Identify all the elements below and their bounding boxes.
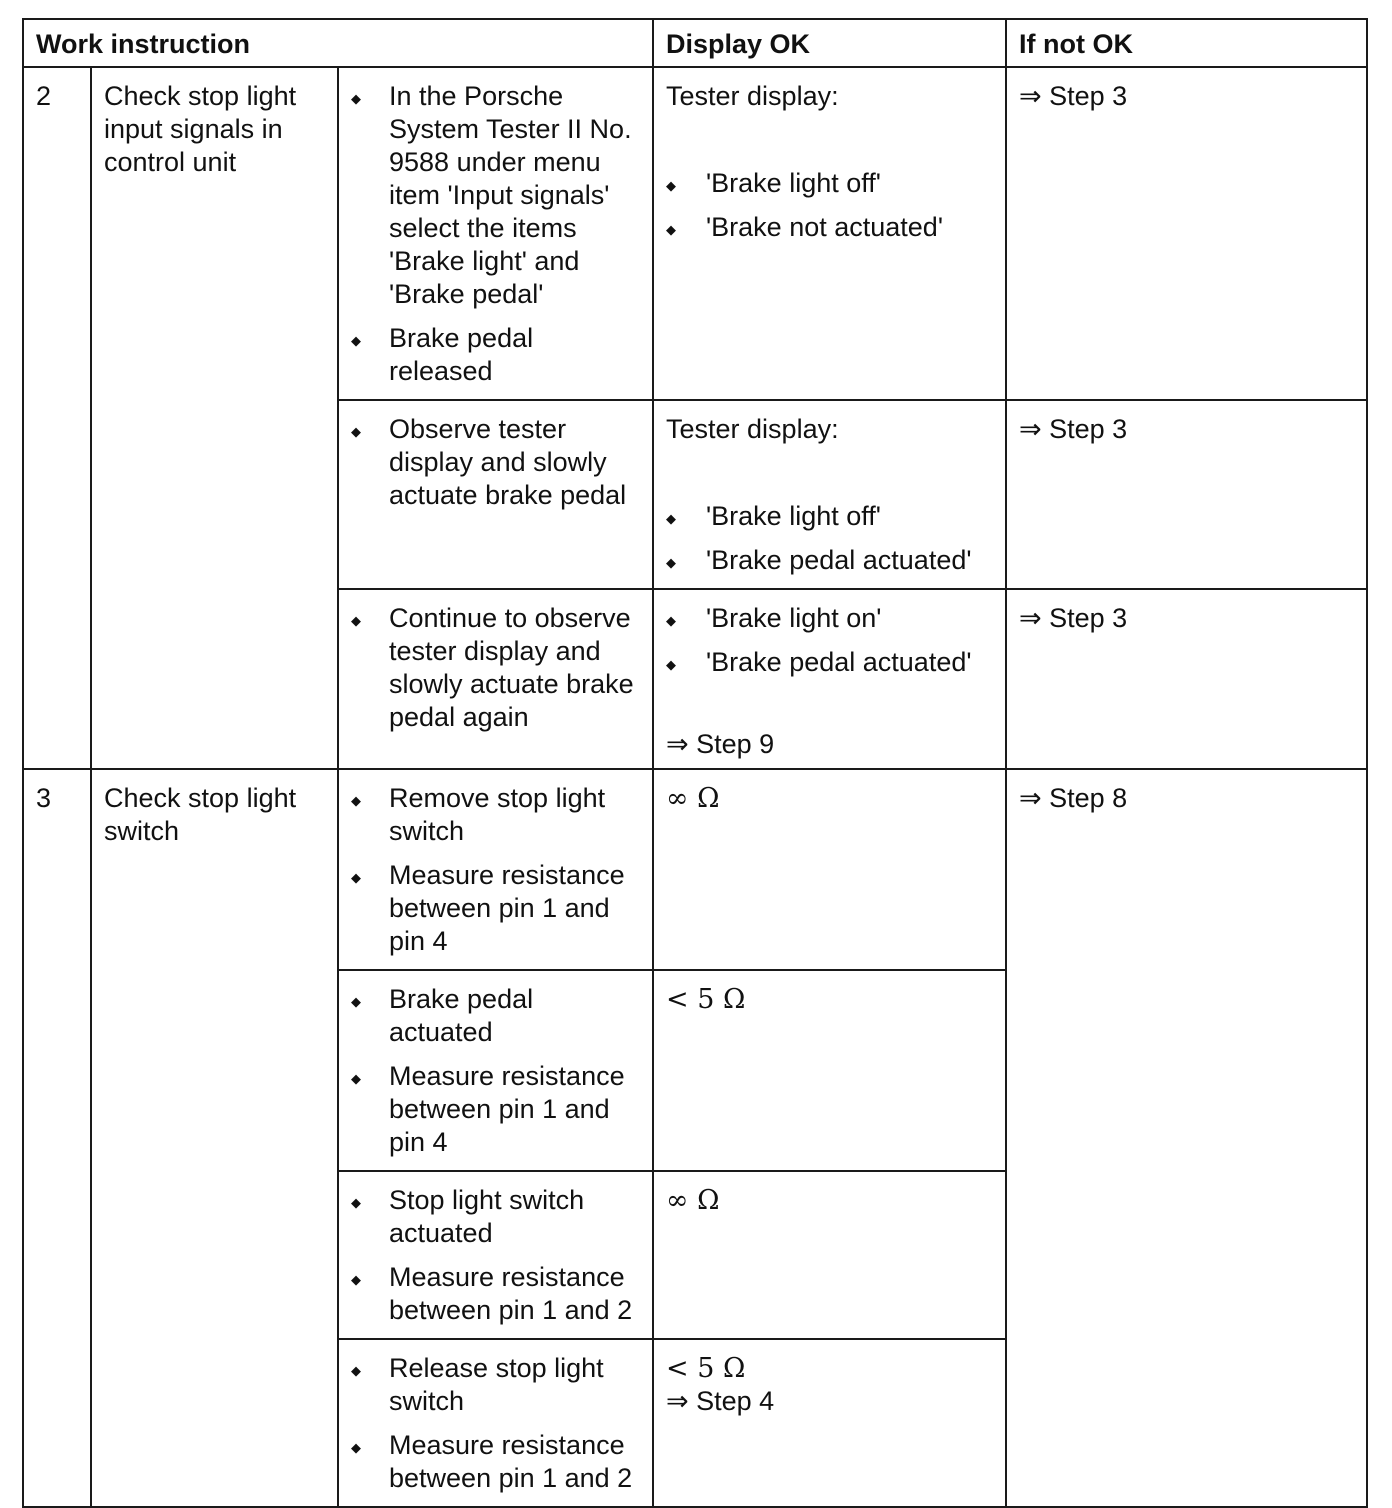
table-row [23,67,1367,400]
if-not-ok-cell: ⇒ Step 3 [1006,589,1367,769]
instruction-cell [338,1339,653,1507]
instruction-cell [338,67,653,400]
instruction-cell [338,589,653,769]
instruction-item: ◆ Measure resistance between pin 1 and 2 [351,1429,644,1495]
instruction-item: ◆ Measure resistance between pin 1 and 2 [351,1261,644,1327]
display-item: ◆ 'Brake pedal actuated' [666,646,997,679]
if-not-ok-cell: ⇒ Step 3 [1006,67,1367,400]
instruction-item: ◆ Measure resistance between pin 1 and pin 4 [351,1060,644,1159]
instruction-cell [338,400,653,589]
display-value: < 5 Ω [666,1353,746,1384]
display-item: ◆ 'Brake not actuated' [666,211,997,244]
table-row [23,769,1367,970]
step-title: Check stop light input signals in control unit [91,67,338,769]
instruction-item: ◆ In the Porsche System Tester II No. 9588 under menu item 'Input signals' select the items 'Brake light' and 'Brake pedal' [351,80,644,311]
display-intro: Tester display: [666,81,839,111]
display-ok-cell [653,769,1006,970]
display-value: < 5 Ω [666,984,746,1015]
step-number: 3 [23,769,91,1507]
instruction-cell [338,769,653,970]
instruction-item: ◆ Measure resistance between pin 1 and pin 4 [351,859,644,958]
instruction-cell [338,970,653,1171]
display-ok-cell [653,400,1006,589]
instruction-item: ◆ Brake pedal released [351,322,644,388]
instruction-cell [338,1171,653,1339]
table-header-row [23,19,1367,67]
display-next-step: ⇒ Step 9 [666,729,775,759]
display-next-step: ⇒ Step 4 [666,1386,775,1416]
display-ok-cell [653,589,1006,769]
instruction-table [22,18,1368,1508]
display-item: ◆ 'Brake light on' [666,602,997,635]
instruction-item: ◆ Remove stop light switch [351,782,644,848]
instruction-item: ◆ Observe tester display and slowly actuate brake pedal [351,413,644,512]
instruction-item: ◆ Stop light switch actuated [351,1184,644,1250]
instruction-item: ◆ Continue to observe tester display and slowly actuate brake pedal again [351,602,644,734]
display-ok-cell [653,67,1006,400]
display-item: ◆ 'Brake pedal actuated' [666,544,997,577]
header-if-not-ok: If not OK [1006,19,1367,67]
display-ok-cell [653,970,1006,1171]
display-value: ∞ Ω [666,783,720,814]
display-ok-cell [653,1171,1006,1339]
display-item: ◆ 'Brake light off' [666,167,997,200]
instruction-item: ◆ Release stop light switch [351,1352,644,1418]
display-intro: Tester display: [666,414,839,444]
if-not-ok-cell: ⇒ Step 8 [1006,769,1367,1507]
display-item: ◆ 'Brake light off' [666,500,997,533]
instruction-item: ◆ Brake pedal actuated [351,983,644,1049]
step-title: Check stop light switch [91,769,338,1507]
work-instruction-sheet [22,18,1366,1493]
display-ok-cell [653,1339,1006,1507]
display-value: ∞ Ω [666,1185,720,1216]
step-number: 2 [23,67,91,769]
header-work-instruction: Work instruction [23,19,653,67]
if-not-ok-cell: ⇒ Step 3 [1006,400,1367,589]
header-display-ok: Display OK [653,19,1006,67]
